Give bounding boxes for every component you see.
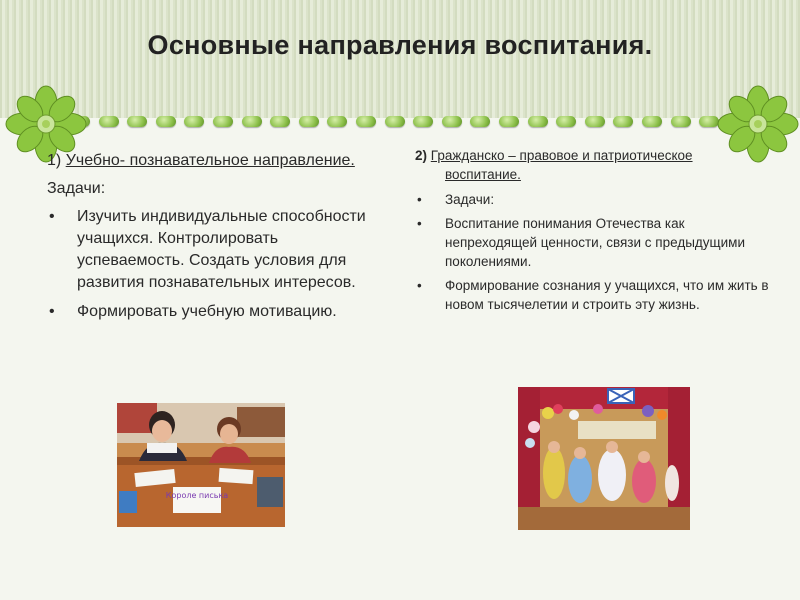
bead-icon bbox=[385, 116, 405, 127]
list-item: • Задачи: bbox=[417, 192, 495, 207]
list-item: • Формировать учебную мотивацию. bbox=[47, 301, 387, 323]
bullet-icon: • bbox=[49, 208, 55, 225]
bead-icon bbox=[270, 116, 290, 127]
bead-icon bbox=[356, 116, 376, 127]
bead-icon bbox=[528, 116, 548, 127]
right-heading-text: Гражданско – правовое и патриотическое воспитание. bbox=[430, 148, 693, 182]
bead-icon bbox=[642, 116, 662, 127]
bead-icon bbox=[585, 116, 605, 127]
bullet-icon: • bbox=[417, 216, 422, 231]
right-heading-number: 2) bbox=[415, 148, 428, 163]
list-item: • Воспитание понимания Отечества как непреходящей ценности, связи с предыдущими поколениями. bbox=[417, 216, 745, 269]
left-heading-number: 1) bbox=[47, 152, 62, 169]
bead-icon bbox=[613, 116, 633, 127]
bead-icon bbox=[242, 116, 262, 127]
bead-icon bbox=[127, 116, 147, 127]
stage-performance-photo bbox=[518, 387, 690, 530]
bead-icon bbox=[156, 116, 176, 127]
bead-icon bbox=[499, 116, 519, 127]
left-heading-text: Учебно- познавательное направление. bbox=[65, 152, 355, 169]
slide-title: Основные направления воспитания. bbox=[147, 30, 653, 60]
bead-icon bbox=[327, 116, 347, 127]
bead-icon bbox=[99, 116, 119, 127]
bullet-icon: • bbox=[417, 278, 422, 293]
bead-icon bbox=[299, 116, 319, 127]
bead-icon bbox=[671, 116, 691, 127]
left-tasks-label: Задачи: bbox=[47, 180, 106, 197]
list-item: • Формирование сознания у учащихся, что им жить в новом тысячелетии и строить эту жизнь. bbox=[417, 278, 769, 312]
bead-icon bbox=[413, 116, 433, 127]
bullet-icon: • bbox=[417, 192, 422, 207]
bead-icon bbox=[442, 116, 462, 127]
bead-icon bbox=[556, 116, 576, 127]
left-heading bbox=[47, 150, 387, 172]
classroom-photo bbox=[117, 403, 285, 527]
right-heading bbox=[415, 146, 770, 184]
bead-icon bbox=[213, 116, 233, 127]
photo-sign-text: Короле писька bbox=[165, 491, 229, 500]
bead-icon bbox=[184, 116, 204, 127]
left-column bbox=[47, 150, 387, 330]
bullet-icon: • bbox=[49, 303, 55, 320]
left-task-list bbox=[47, 206, 387, 323]
right-task-list bbox=[415, 190, 770, 314]
bead-string-decoration bbox=[70, 116, 730, 130]
bead-icon bbox=[470, 116, 490, 127]
list-item: • Изучить индивидуальные способности учащихся. Контролировать успеваемость. Создать условия для развития познавательных интересов. bbox=[49, 208, 366, 291]
right-column bbox=[415, 146, 770, 319]
